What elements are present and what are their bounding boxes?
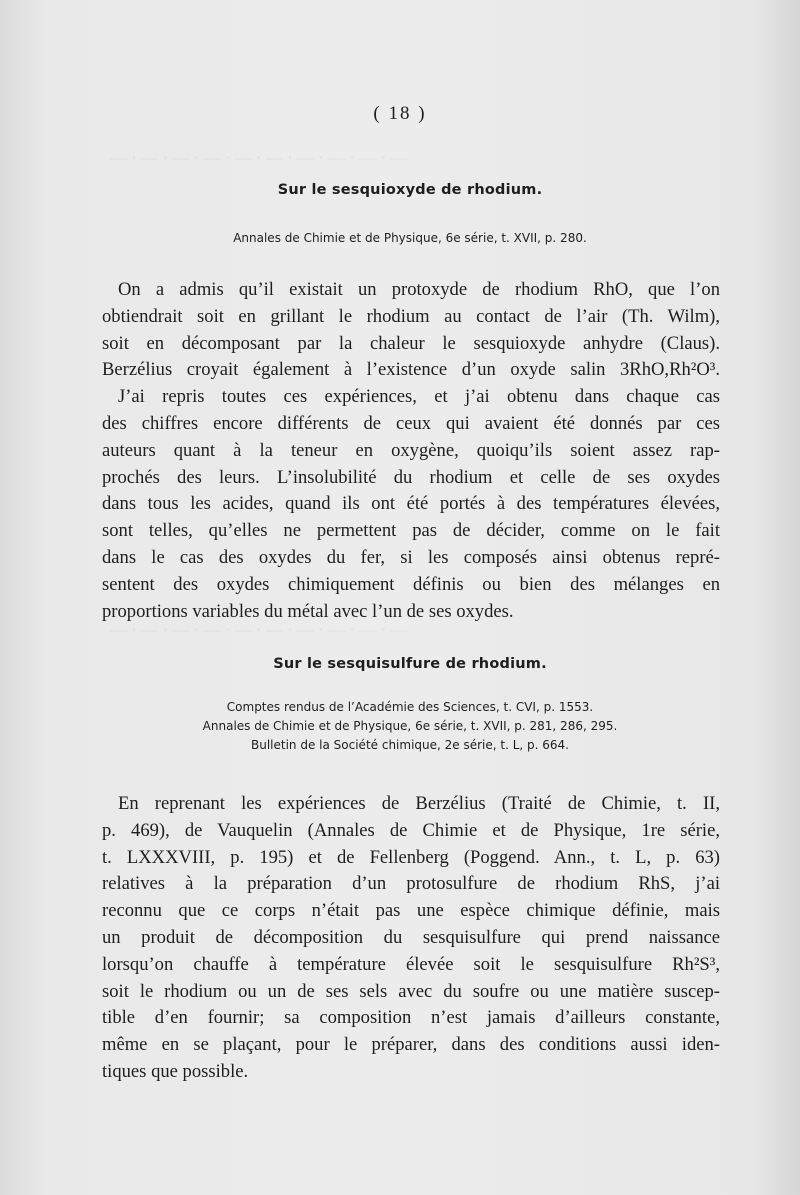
section-body-sesquioxyde (102, 277, 720, 625)
section-heading-sesquisulfure: Sur le sesquisulfure de rhodium. (273, 656, 547, 672)
bleed-through-mark: — · — · — · — · — · — · — · — · — · — (110, 620, 408, 639)
text-line: obtiendrait soit en grillant le rhodium au contact de l’air (Th. Wilm), (102, 305, 720, 327)
text-line: tiques que possible. (102, 1060, 249, 1082)
reference-line: Annales de Chimie et de Physique, 6e série, t. XVII, p. 281, 286, 295. (202, 719, 618, 733)
text-line: proportions variables du métal avec l’un de ses oxydes. (102, 600, 514, 622)
text-line: sont telles, qu’elles ne permettent pas de décider, comme on le fait (102, 520, 720, 542)
text-line: relatives à la préparation d’un protosulfure de rhodium RhS, j’ai (102, 873, 720, 895)
text-line: même en se plaçant, pour le préparer, dans des conditions aussi iden- (102, 1034, 720, 1056)
text-line: sentent des oxydes chimiquement définis ou bien des mélanges en (102, 573, 720, 595)
section-heading-sesquioxyde: Sur le sesquioxyde de rhodium. (277, 182, 543, 198)
text-line: dans le cas des oxydes du fer, si les composés ainsi obtenus repré- (102, 546, 720, 568)
section-reference (0, 229, 800, 248)
text-line: J’ai repris toutes ces expériences, et j’ai obtenu dans chaque cas (118, 386, 720, 408)
bleed-through-mark: — · — · — · — · — · — · — · — · — · — (110, 148, 408, 167)
text-line: tible d’en fournir; sa composition n’est jamais d’ailleurs constante, (102, 1007, 720, 1029)
reference-line: Bulletin de la Société chimique, 2e série, t. L, p. 664. (251, 738, 569, 752)
reference-line: Comptes rendus de l’Académie des Sciences, t. CVI, p. 1553. (226, 700, 594, 714)
text-line: un produit de décomposition du sesquisulfure qui prend naissance (102, 926, 720, 948)
text-line: lorsqu’on chauffe à température élevée soit le sesquisulfure Rh²S³, (102, 953, 720, 975)
text-line: prochés des leurs. L’insolubilité du rhodium et celle de ses oxydes (102, 466, 720, 488)
section-body-sesquisulfure (102, 791, 720, 1086)
text-line: p. 469), de Vauquelin (Annales de Chimie et de Physique, 1re série, (102, 819, 720, 841)
text-line: dans tous les acides, quand ils ont été portés à des températures élevées, (102, 493, 720, 515)
text-line: soit en décomposant par la chaleur le sesquioxyde anhydre (Claus). (102, 332, 720, 354)
text-line: En reprenant les expériences de Berzélius (Traité de Chimie, t. II, (118, 793, 720, 814)
text-line: Berzélius croyait également à l’existence d’un oxyde salin 3RhO,Rh²O³. (102, 359, 720, 381)
text-line: On a admis qu’il existait un protoxyde de rhodium RhO, que l’on (118, 279, 720, 300)
text-line: t. LXXXVIII, p. 195) et de Fellenberg (Poggend. Ann., t. L, p. 63) (102, 846, 720, 868)
page-number: ( 18 ) (373, 103, 427, 124)
reference-line: Annales de Chimie et de Physique, 6e série, t. XVII, p. 280. (233, 231, 587, 245)
text-line: des chiffres encore différents de ceux qui avaient été donnés par ces (102, 412, 720, 434)
text-line: auteurs quant à la teneur en oxygène, quoiqu’ils soient assez rap- (102, 439, 720, 461)
text-line: soit le rhodium ou un de ses sels avec du soufre ou une matière suscep- (102, 980, 720, 1002)
section-references (0, 698, 800, 755)
text-line: reconnu que ce corps n’était pas une espèce chimique définie, mais (102, 900, 720, 922)
